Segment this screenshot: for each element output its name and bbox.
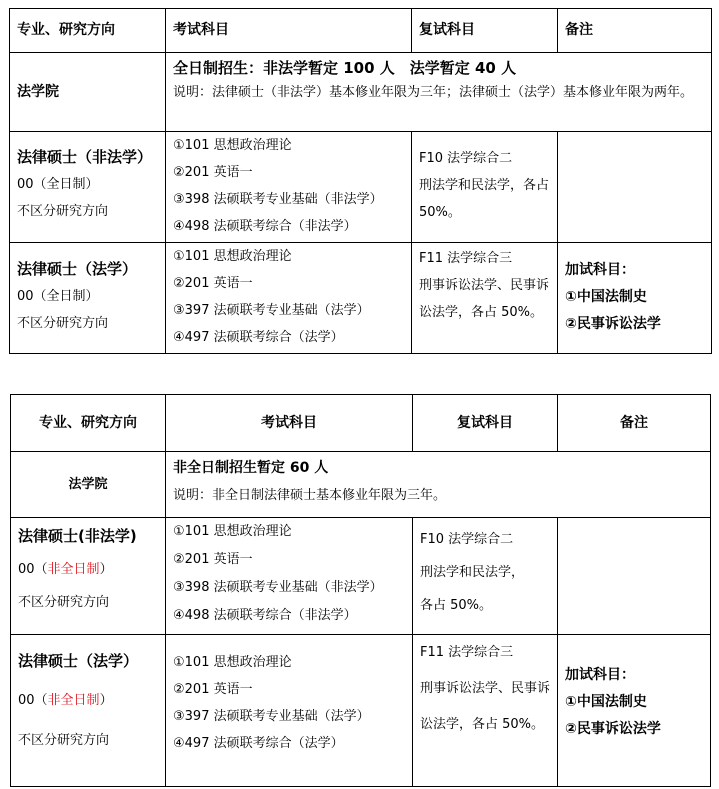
list-item: ①101 思想政治理论	[173, 249, 292, 264]
retest-subject: F10 法学综合二	[420, 532, 514, 547]
header-exam: 考试科目	[166, 395, 413, 452]
table-row	[10, 132, 712, 243]
exam-subjects-cell	[166, 518, 413, 635]
list-item: ④497 法硕联考综合（法学）	[173, 330, 344, 345]
list-item: ①101 思想政治理论	[173, 655, 292, 670]
retest-detail: 刑事诉讼法学、民事诉讼法学，各占 50%。	[419, 278, 550, 320]
table-row	[11, 518, 711, 635]
retest-cell	[413, 518, 558, 635]
retest-detail: 各占 50%。	[420, 598, 493, 613]
enroll-text: 全日制招生：非法学暂定 100 人 法学暂定 40 人	[173, 59, 517, 77]
retest-detail: 刑法学和民法学，	[420, 565, 525, 580]
header-remark: 备注	[558, 395, 711, 452]
remark-cell	[558, 518, 711, 635]
list-item: ④498 法硕联考综合（非法学）	[173, 219, 357, 234]
list-item: ①101 思想政治理论	[173, 524, 292, 539]
study-mode: 00（全日制）	[17, 177, 99, 192]
retest-cell	[412, 243, 558, 354]
retest-subject: F11 法学综合三	[419, 251, 513, 266]
enroll-text: 非全日制招生暂定 60 人	[173, 460, 329, 476]
exam-subjects-cell	[166, 132, 412, 243]
research-direction: 不区分研究方向	[18, 733, 110, 748]
mode-highlight: 非全日制	[47, 693, 100, 708]
remark-item: ②民事诉讼法学	[565, 721, 661, 737]
list-item: ②201 英语一	[173, 276, 253, 291]
note-text: 说明：非全日制法律硕士基本修业年限为三年。	[173, 488, 447, 503]
major-cell	[10, 132, 166, 243]
fulltime-table	[9, 8, 712, 354]
exam-subjects-cell	[166, 243, 412, 354]
study-mode	[18, 553, 161, 586]
major-name: 法律硕士（非法学）	[17, 148, 153, 166]
header-exam: 考试科目	[166, 9, 412, 53]
college-row	[10, 53, 712, 132]
study-mode	[18, 681, 161, 721]
retest-detail: 刑法学和民法学，各占 50%。	[419, 178, 550, 220]
remark-item: ②民事诉讼法学	[565, 316, 661, 332]
mode-highlight: 非全日制	[47, 562, 100, 577]
list-item: ②201 英语一	[173, 552, 253, 567]
retest-subject: F10 法学综合二	[419, 151, 513, 166]
retest-cell	[412, 132, 558, 243]
code-prefix: 00（	[18, 562, 48, 577]
header-row	[10, 9, 712, 53]
remark-cell	[558, 132, 712, 243]
major-name: 法律硕士（法学）	[18, 652, 139, 670]
parttime-table	[10, 394, 711, 787]
list-item: ③398 法硕联考专业基础（非法学）	[173, 580, 383, 595]
table-row	[10, 243, 712, 354]
research-direction: 不区分研究方向	[17, 316, 109, 331]
major-cell	[10, 243, 166, 354]
list-item: ③398 法硕联考专业基础（非法学）	[173, 192, 383, 207]
major-cell	[11, 635, 166, 787]
list-item: ④497 法硕联考综合（法学）	[173, 736, 344, 751]
enroll-cell	[166, 53, 712, 132]
remark-title: 加试科目：	[565, 262, 635, 278]
remark-item: ①中国法制史	[565, 694, 647, 710]
remark-cell	[558, 635, 711, 787]
list-item: ②201 英语一	[173, 682, 253, 697]
header-remark: 备注	[558, 9, 712, 53]
retest-cell	[413, 635, 558, 787]
header-row	[11, 395, 711, 452]
remark-item: ①中国法制史	[565, 289, 647, 305]
list-item: ③397 法硕联考专业基础（法学）	[173, 709, 370, 724]
major-name: 法律硕士（法学）	[17, 260, 138, 278]
list-item: ④498 法硕联考综合（非法学）	[173, 608, 357, 623]
code-suffix: ）	[99, 562, 113, 577]
header-major: 专业、研究方向	[10, 9, 166, 53]
header-retest: 复试科目	[413, 395, 558, 452]
retest-subject: F11 法学综合三	[420, 645, 514, 660]
code-suffix: ）	[99, 693, 113, 708]
header-retest: 复试科目	[412, 9, 558, 53]
table-row	[11, 635, 711, 787]
list-item: ②201 英语一	[173, 165, 253, 180]
college-row	[11, 452, 711, 518]
major-cell	[11, 518, 166, 635]
retest-detail: 刑事诉讼法学、民事诉讼法学，各占 50%。	[420, 681, 551, 732]
major-name: 法律硕士(非法学)	[18, 527, 137, 545]
remark-cell	[558, 243, 712, 354]
code-prefix: 00（	[18, 693, 48, 708]
enroll-cell	[166, 452, 711, 518]
research-direction: 不区分研究方向	[18, 595, 110, 610]
list-item: ①101 思想政治理论	[173, 138, 292, 153]
note-text: 说明：法律硕士（非法学）基本修业年限为三年；法律硕士（法学）基本修业年限为两年。	[173, 85, 694, 100]
study-mode: 00（全日制）	[17, 289, 99, 304]
header-major: 专业、研究方向	[11, 395, 166, 452]
college-name: 法学院	[11, 452, 166, 518]
exam-subjects-cell	[166, 635, 413, 787]
list-item: ③397 法硕联考专业基础（法学）	[173, 303, 370, 318]
research-direction: 不区分研究方向	[17, 204, 109, 219]
college-name: 法学院	[10, 53, 166, 132]
remark-title: 加试科目：	[565, 667, 635, 683]
